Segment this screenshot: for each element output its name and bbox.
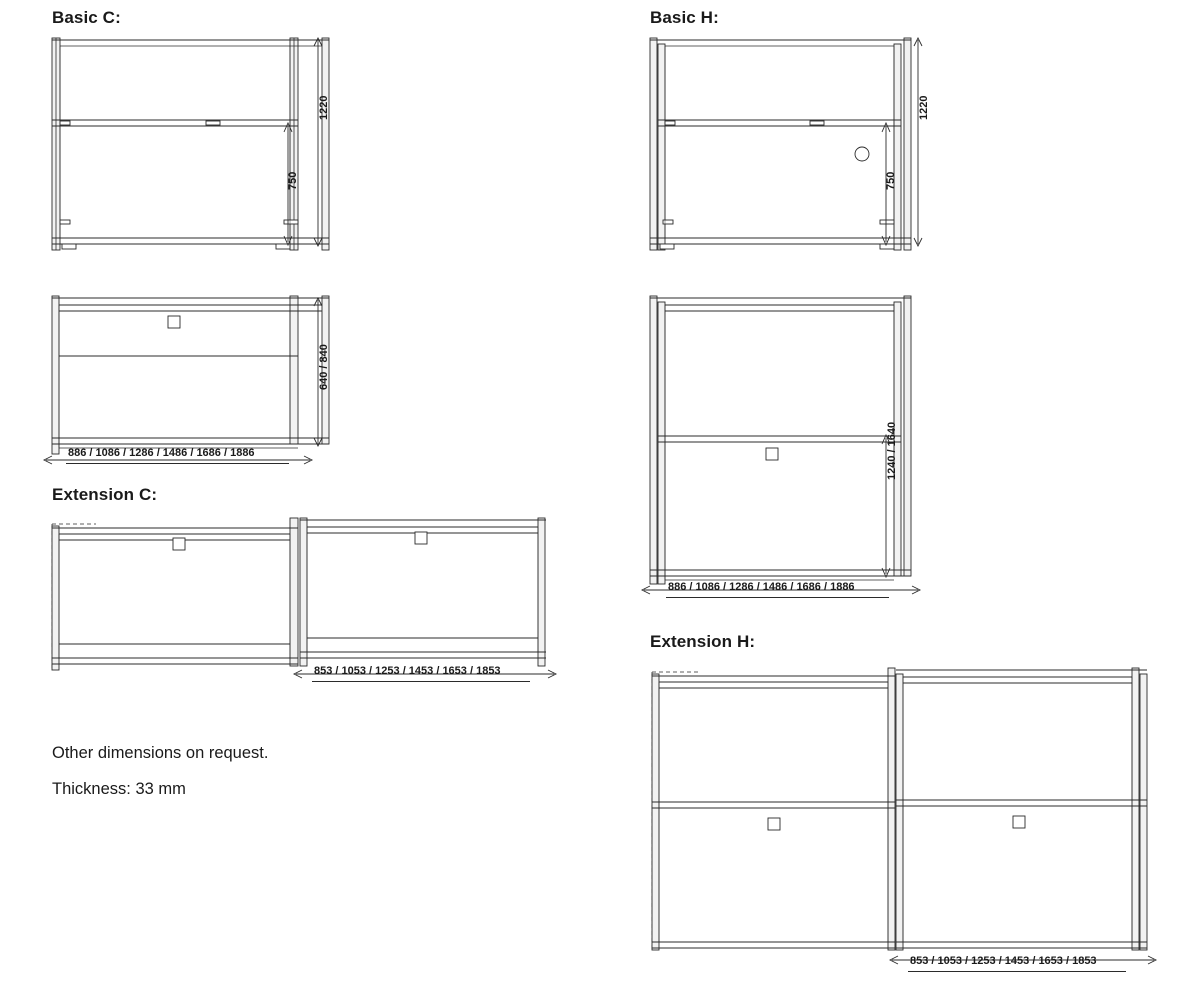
dim-basic-c-width: 886 / 1086 / 1286 / 1486 / 1686 / 1886 [68,447,255,459]
note-other-dimensions: Other dimensions on request. [52,744,269,762]
section-title-basic-h: Basic H: [650,8,719,27]
dim-basic-h-depth: 1240 / 1640 [886,421,898,480]
dim-extension-h-width: 853 / 1053 / 1253 / 1453 / 1653 / 1853 [910,955,1097,967]
dim-basic-c-total-height: 1220 [318,95,330,120]
basic-c-top-drawing [40,288,340,468]
basic-h-front-drawing [640,30,940,260]
dim-basic-c-width-underline [66,463,289,464]
dim-basic-h-shelf-height: 750 [885,171,897,190]
dim-basic-c-depth: 640 / 840 [318,344,330,390]
dim-basic-h-width-underline [666,597,889,598]
section-title-extension-h: Extension H: [650,632,756,651]
section-title-basic-c: Basic C: [52,8,121,27]
dim-basic-h-total-height: 1220 [918,95,930,120]
dim-basic-c-shelf-height: 750 [287,171,299,190]
dim-extension-h-width-underline [908,971,1126,972]
note-thickness: Thickness: 33 mm [52,780,186,798]
section-title-extension-c: Extension C: [52,485,158,504]
dim-extension-c-width-underline [312,681,530,682]
dim-basic-h-width: 886 / 1086 / 1286 / 1486 / 1686 / 1886 [668,581,855,593]
basic-c-front-drawing [40,30,340,260]
dim-extension-c-width: 853 / 1053 / 1253 / 1453 / 1653 / 1853 [314,665,501,677]
extension-c-drawing [40,512,560,682]
extension-h-drawing [640,660,1160,970]
